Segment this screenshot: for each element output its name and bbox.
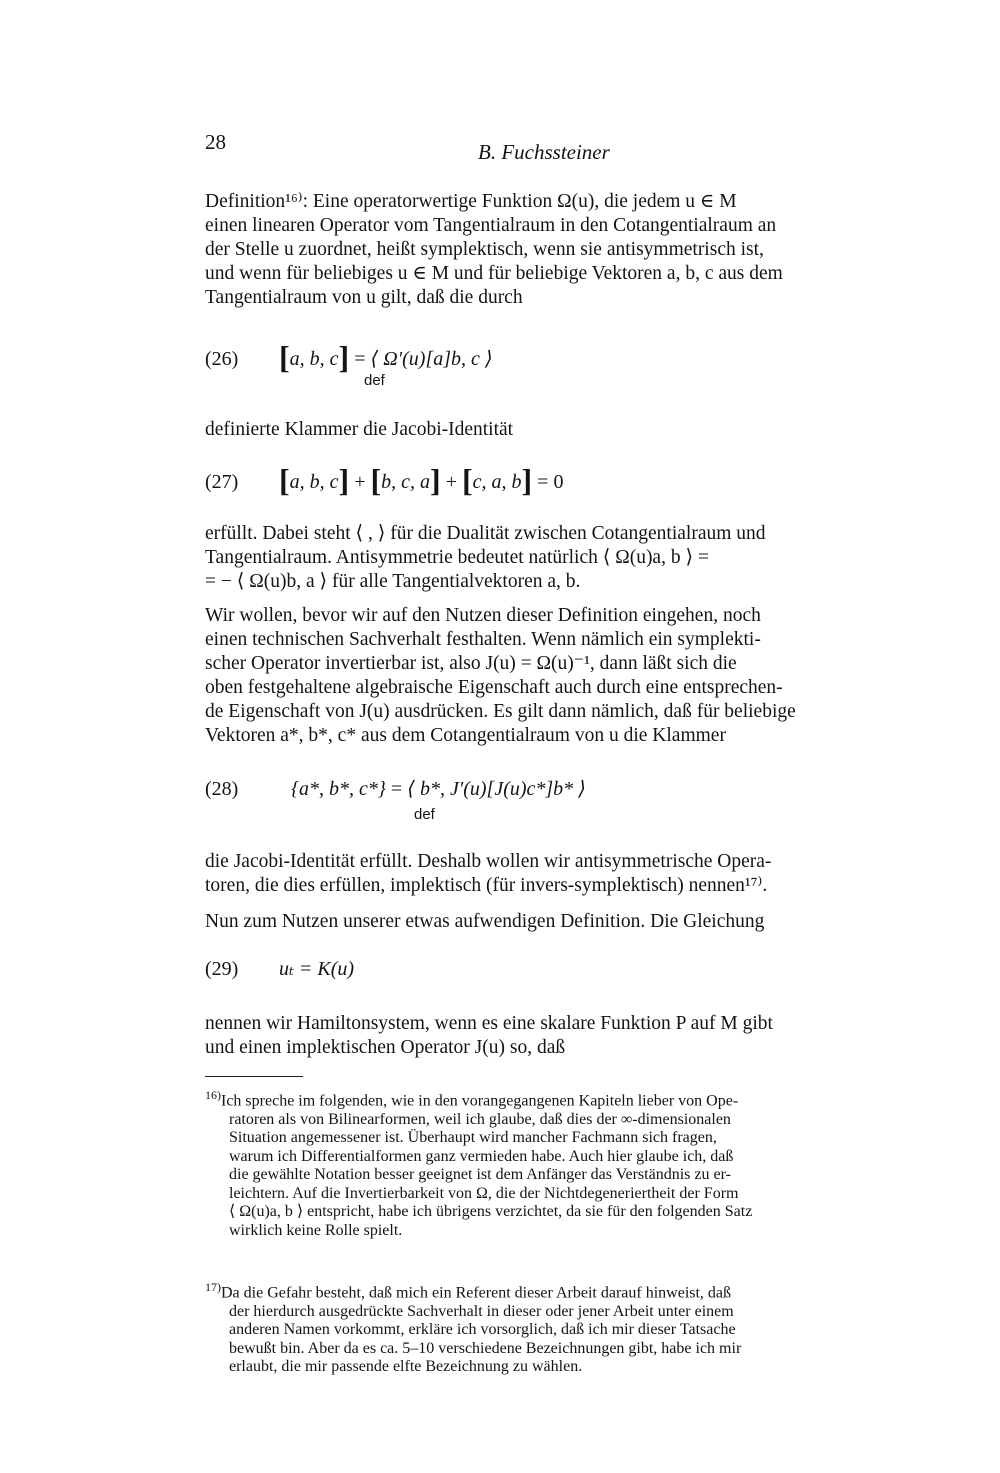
running-head: B. Fuchssteiner [478, 140, 610, 164]
footnote-mark: 16) [205, 1088, 221, 1102]
page-number: 28 [205, 130, 226, 154]
text-line: erfüllt. Dabei steht ⟨ , ⟩ für die Dualität zwischen Cotangentialraum und [205, 523, 766, 544]
footnote-rule [205, 1076, 303, 1077]
def-subscript: def [414, 806, 435, 823]
footnote-line: Situation angemessener ist. Überhaupt wird mancher Fachmann sich fragen, [229, 1129, 717, 1147]
text-line: Wir wollen, bevor wir auf den Nutzen dieser Definition eingehen, noch [205, 605, 761, 626]
paragraph-jacobi [205, 418, 920, 442]
footnote-line: wirklich keine Rolle spielt. [229, 1221, 403, 1239]
text-line: und wenn für beliebiges u ∈ M und für beliebige Vektoren a, b, c aus dem [205, 263, 783, 284]
equation-operator: + [354, 471, 366, 493]
text-line: Definition¹⁶⁾: Eine operatorwertige Funktion Ω(u), die jedem u ∈ M [205, 191, 737, 212]
equation-26: (26) [a, b, c] = ⟨ Ω′(u)[a]b, c ⟩ [205, 339, 493, 375]
text-line: = − ⟨ Ω(u)b, a ⟩ für alle Tangentialvektoren a, b. [205, 571, 581, 592]
text-line: scher Operator invertierbar ist, also J(u) = Ω(u)⁻¹, dann läßt sich die [205, 653, 737, 674]
paragraph-inverse [205, 604, 920, 748]
equation-number: (26) [205, 348, 239, 370]
footnote-mark: 17) [205, 1280, 221, 1294]
text-line: definierte Klammer die Jacobi-Identität [205, 419, 514, 440]
footnote-line: ⟨ Ω(u)a, b ⟩ entspricht, habe ich übrigens verzichtet, da sie für den folgenden Satz [229, 1203, 753, 1221]
paragraph-definition [205, 190, 920, 310]
def-subscript: def [364, 372, 385, 389]
equation-27: (27) [a, b, c] + [b, c, a] + [c, a, b] = 0 [205, 462, 564, 498]
equation-operator: = [390, 778, 403, 800]
text-line: nennen wir Hamiltonsystem, wenn es eine skalare Funktion P auf M gibt [205, 1013, 773, 1034]
equation-term: c, a, b [472, 471, 522, 493]
equation-operator: + [445, 471, 457, 493]
paragraph-hamilton [205, 1012, 920, 1060]
equation-29 [205, 956, 354, 981]
footnote-line: die gewählte Notation besser geeignet ist dem Anfänger das Verständnis zu er- [229, 1166, 731, 1184]
equation-term: a, b, c [289, 348, 339, 370]
text-line: Vektoren a*, b*, c* aus dem Cotangentialraum von u die Klammer [205, 725, 726, 746]
footnote-line: bewußt bin. Aber da es ca. 5–10 verschiedene Bezeichnungen gibt, habe ich mir [229, 1339, 742, 1357]
equation-28 [205, 776, 586, 801]
text-line: de Eigenschaft von J(u) ausdrücken. Es gilt dann nämlich, daß für beliebige [205, 701, 796, 722]
text-line: und einen implektischen Operator J(u) so, daß [205, 1037, 566, 1058]
footnote-line: Ich spreche im folgenden, wie in den vorangegangenen Kapiteln lieber von Ope- [221, 1092, 739, 1110]
paragraph-nutzen [205, 910, 920, 934]
paragraph-duality [205, 522, 920, 594]
equation-rhs: = 0 [537, 471, 564, 493]
text-line: einen technischen Sachverhalt festhalten. Wenn nämlich ein symplekti- [205, 629, 761, 650]
text-line: toren, die dies erfüllen, implektisch (für invers-symplektisch) nennen¹⁷⁾. [205, 875, 768, 896]
text-line: Tangentialraum. Antisymmetrie bedeutet natürlich ⟨ Ω(u)a, b ⟩ = [205, 547, 709, 568]
footnote-line: leichtern. Auf die Invertierbarkeit von Ω, die der Nichtdegeneriertheit der Form [229, 1184, 739, 1202]
equation-term: b, c, a [381, 471, 431, 493]
text-line: Nun zum Nutzen unserer etwas aufwendigen Definition. Die Gleichung [205, 911, 765, 932]
equation-term: ⟨ b*, J′(u)[J(u)c*]b* ⟩ [407, 778, 586, 800]
paragraph-implektisch [205, 850, 920, 898]
equation-operator: = [354, 348, 366, 370]
text-line: der Stelle u zuordnet, heißt symplektisch, wenn sie antisymmetrisch ist, [205, 239, 764, 260]
text-line: Tangentialraum von u gilt, daß die durch [205, 287, 523, 308]
equation-term: ⟨ Ω′(u)[a]b, c ⟩ [370, 348, 493, 370]
footnote-line: anderen Namen vorkommt, erkläre ich vorsorglich, daß ich mir dieser Tatsache [229, 1321, 736, 1339]
equation-number: (29) [205, 958, 239, 980]
equation-term: uₜ = K(u) [279, 958, 355, 980]
footnote-line: ratoren als von Bilinearformen, weil ich glaube, daß dies der ∞-dimensionalen [229, 1110, 731, 1128]
equation-number: (28) [205, 778, 239, 800]
footnote-line: der hierdurch ausgedrückte Sachverhalt in dieser oder jener Arbeit unter einem [229, 1302, 734, 1320]
footnote-16 [205, 1086, 905, 1240]
text-line: einen linearen Operator vom Tangentialraum in den Cotangentialraum an [205, 215, 777, 236]
footnote-line: erlaubt, die mir passende elfte Bezeichnung zu wählen. [229, 1358, 583, 1376]
footnote-17 [205, 1278, 905, 1377]
equation-term: {a*, b*, c*} [291, 778, 386, 800]
text-line: oben festgehaltene algebraische Eigenschaft auch durch eine entsprechen- [205, 677, 783, 698]
equation-term: a, b, c [289, 471, 339, 493]
footnote-line: Da die Gefahr besteht, daß mich ein Referent dieser Arbeit darauf hinweist, daß [221, 1284, 732, 1302]
equation-number: (27) [205, 471, 239, 493]
text-line: die Jacobi-Identität erfüllt. Deshalb wollen wir antisymmetrische Opera- [205, 851, 772, 872]
footnote-line: warum ich Differentialformen ganz vermieden habe. Auch hier glaube ich, daß [229, 1147, 734, 1165]
